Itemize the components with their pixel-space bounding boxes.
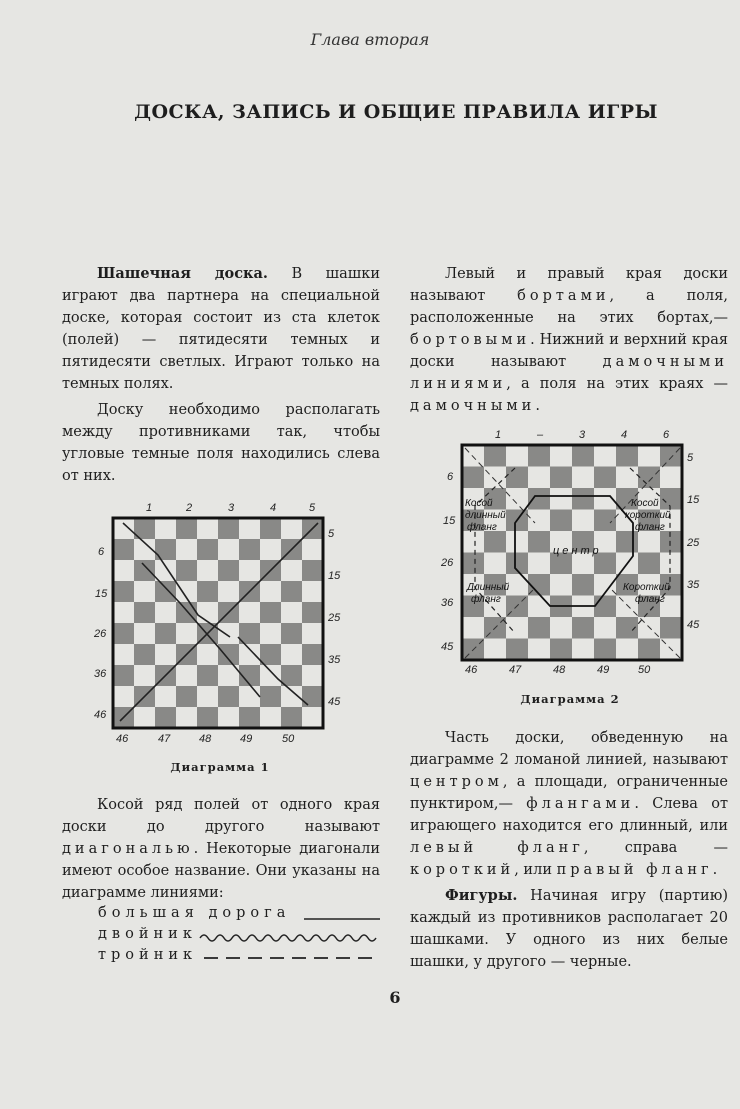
left-column-bottom: [62, 794, 380, 904]
d2-bottom-2: 48: [553, 664, 566, 676]
d2-right-2: 25: [687, 537, 700, 549]
diag-term: диагональю: [62, 841, 194, 857]
dark-square: [197, 581, 218, 602]
d1-bottom-0: 46: [116, 733, 129, 745]
paragraph-center: [410, 727, 728, 881]
dark-square: [506, 467, 528, 489]
legend-troinik-label: тройник: [98, 947, 198, 963]
page-number: 6: [389, 988, 401, 1007]
d2-left-2: 26: [441, 557, 454, 569]
dark-square: [302, 602, 323, 623]
dark-square: [218, 518, 239, 539]
d1-right-3: 35: [328, 654, 341, 666]
term-damochnye: дамочными: [410, 398, 536, 414]
zone-tr-2: фланг: [635, 522, 665, 533]
d1-left-0: 6: [98, 546, 105, 558]
edges-a: Левый и правый края доски называют: [410, 266, 728, 304]
dark-square: [155, 623, 176, 644]
dark-square: [218, 644, 239, 665]
d2-right-4: 45: [687, 619, 700, 631]
dark-square: [594, 639, 616, 661]
dark-square: [197, 665, 218, 686]
dark-square: [660, 445, 682, 467]
dark-square: [660, 531, 682, 553]
d2-bottom-1: 47: [509, 664, 522, 676]
dark-square: [176, 560, 197, 581]
center-f: .: [712, 862, 718, 878]
d1-right-2: 25: [328, 612, 341, 624]
d1-right-0: 5: [328, 528, 335, 540]
diagram-2-caption: Диаграмма 2: [520, 692, 620, 706]
paragraph-placement: Доску необходимо располагать между противниками так, чтобы угловые темные поля находились слева от них.: [62, 402, 380, 484]
d2-bottom-3: 49: [597, 664, 610, 676]
dark-square: [113, 539, 134, 560]
dark-square: [281, 623, 302, 644]
d2-bottom-4: 50: [638, 664, 651, 676]
page-title: ДОСКА, ЗАПИСЬ И ОБЩИЕ ПРАВИЛА ИГРЫ: [134, 101, 658, 123]
dark-square: [660, 488, 682, 510]
d1-bottom-1: 47: [158, 733, 171, 745]
d1-top-0: 1: [146, 502, 153, 514]
pieces-lead: Фигуры.: [445, 887, 518, 904]
dark-square: [239, 539, 260, 560]
left-column-top: [62, 263, 380, 487]
center-d: , справа —: [583, 840, 728, 856]
d2-left-4: 45: [441, 641, 454, 653]
dark-square: [616, 531, 638, 553]
edges-c: . Нижний и верхний края доски называют: [410, 332, 728, 370]
d1-left-1: 15: [95, 588, 108, 600]
dark-square: [260, 602, 281, 623]
dark-square: [134, 602, 155, 623]
d1-right-4: 45: [328, 696, 341, 708]
legend-dvoinik-label: двойник: [98, 926, 197, 942]
paragraph-pieces: [410, 885, 728, 973]
dark-square: [155, 707, 176, 728]
dark-square: [594, 596, 616, 618]
edges-b: , а поля, расположенные на этих бортах,—: [410, 288, 728, 326]
term-flangi: флангами: [526, 796, 635, 812]
dark-square: [260, 644, 281, 665]
d2-top-0: 1: [495, 429, 502, 441]
dark-square: [528, 531, 550, 553]
wavy-line-sample: [198, 930, 382, 942]
d2-top-4: 6: [663, 429, 670, 441]
dark-square: [281, 665, 302, 686]
dark-square: [484, 531, 506, 553]
dashed-line-sample: [202, 951, 382, 963]
pieces-text: Начиная игру (партию) каждый из противников располагает 20 шашками. У одного из них белые шашки, у другого — черные.: [410, 888, 728, 970]
d1-bottom-3: 49: [240, 733, 253, 745]
dark-square: [506, 639, 528, 661]
dark-square: [594, 510, 616, 532]
d1-left-4: 46: [94, 709, 107, 721]
center-e: , или: [514, 862, 557, 878]
d1-bottom-2: 48: [199, 733, 212, 745]
dark-square: [176, 518, 197, 539]
dark-square: [616, 445, 638, 467]
term-center: центром: [410, 774, 503, 790]
right-column-bottom: [410, 727, 728, 973]
zone-br-1: фланг: [635, 594, 665, 605]
zone-tl-0: Косой: [465, 498, 493, 509]
paragraph-diagonal: [62, 794, 380, 904]
dark-square: [484, 445, 506, 467]
dark-square: [572, 488, 594, 510]
d2-top-2: 3: [579, 429, 586, 441]
term-borty: бортами: [517, 288, 610, 304]
dark-square: [572, 574, 594, 596]
dark-square: [550, 467, 572, 489]
dark-square: [113, 581, 134, 602]
dark-square: [218, 686, 239, 707]
dark-square: [572, 445, 594, 467]
dark-square: [134, 560, 155, 581]
zone-tl-2: фланг: [467, 522, 497, 533]
legend-troinik: [98, 945, 382, 966]
zone-tl-1: длинный: [465, 510, 506, 521]
chapter-heading: Глава вторая: [310, 30, 430, 49]
dark-square: [302, 560, 323, 581]
d1-top-3: 4: [270, 502, 277, 514]
dark-square: [638, 553, 660, 575]
dark-square: [134, 644, 155, 665]
center-a: Часть доски, обведенную на диаграмме 2 ломаной линией, называют: [410, 730, 728, 768]
d1-left-3: 36: [94, 668, 107, 680]
line-legend: [98, 903, 382, 966]
dark-square: [660, 617, 682, 639]
term-short: короткий: [410, 862, 515, 878]
dark-square: [572, 617, 594, 639]
zone-bl-0: Длинный: [467, 582, 510, 593]
legend-dvoinik: [98, 924, 382, 945]
edges-d: , а поля на этих краях —: [506, 376, 728, 392]
center-b: , а площади, ограниченные пунктиром,—: [410, 774, 728, 812]
dark-square: [528, 488, 550, 510]
dark-square: [302, 644, 323, 665]
diagram-1: [90, 497, 350, 747]
legend-big-road: [98, 903, 382, 924]
edges-e: .: [535, 398, 540, 414]
dark-square: [176, 686, 197, 707]
diag-text-a: Косой ряд полей от одного края доски до другого называют: [62, 797, 380, 835]
board-lead: Шашечная доска.: [97, 265, 268, 282]
dark-square: [197, 539, 218, 560]
dark-square: [550, 639, 572, 661]
zone-center: центр: [553, 545, 602, 557]
zone-tr-1: короткий: [625, 510, 671, 521]
d1-left-2: 26: [94, 628, 107, 640]
dark-square: [113, 623, 134, 644]
dark-square: [638, 639, 660, 661]
dark-square: [281, 707, 302, 728]
dark-square: [155, 581, 176, 602]
d1-top-4: 5: [309, 502, 316, 514]
dark-square: [550, 510, 572, 532]
term-damochnye-linii: дамочными линиями: [410, 354, 728, 392]
zone-tr-0: Косой: [631, 498, 659, 509]
dark-square: [218, 560, 239, 581]
dark-square: [239, 707, 260, 728]
dark-square: [528, 617, 550, 639]
dark-square: [260, 518, 281, 539]
term-right-flank: правый фланг: [556, 862, 713, 878]
d2-right-1: 15: [687, 494, 700, 506]
dark-square: [197, 707, 218, 728]
diagram-2: [435, 428, 715, 678]
legend-big-road-label: большая дорога: [98, 905, 291, 921]
right-column-top: [410, 263, 728, 417]
diagram-1-caption: Диаграмма 1: [170, 760, 270, 774]
d2-left-0: 6: [447, 471, 454, 483]
d1-bottom-4: 50: [282, 733, 295, 745]
term-bortovye: бортовыми: [410, 332, 531, 348]
d2-top-3: 4: [621, 429, 628, 441]
zone-bl-1: фланг: [471, 594, 501, 605]
d2-left-3: 36: [441, 597, 454, 609]
board-text: В шашки играют два партнера на специальной доске, которая состоит из ста клеток (полей) — пятидесяти темных и пятидесяти светлых. Играют только на темных полях.: [62, 266, 380, 392]
dark-square: [113, 665, 134, 686]
d2-right-0: 5: [687, 452, 694, 464]
d2-top-1: –: [537, 429, 544, 441]
dark-square: [462, 553, 484, 575]
dark-square: [281, 581, 302, 602]
dark-square: [528, 445, 550, 467]
paragraph-board: [62, 263, 380, 395]
paragraph-edges: [410, 263, 728, 417]
zone-br-0: Короткий: [623, 582, 670, 593]
dark-square: [155, 539, 176, 560]
center-c: . Слева от играющего находится его длинный, или: [410, 796, 728, 834]
term-left-flank: левый фланг: [410, 840, 584, 856]
d2-left-1: 15: [443, 515, 456, 527]
diag-text-b: . Некоторые диагонали имеют особое название. Они указаны на диаграмме линиями:: [62, 841, 380, 901]
d2-right-3: 35: [687, 579, 700, 591]
d2-bottom-0: 46: [465, 664, 478, 676]
dark-square: [594, 467, 616, 489]
solid-line-sample: [302, 909, 382, 921]
dark-square: [638, 467, 660, 489]
dark-square: [260, 686, 281, 707]
d1-right-1: 15: [328, 570, 341, 582]
d1-top-1: 2: [186, 502, 193, 514]
dark-square: [462, 467, 484, 489]
d1-top-2: 3: [228, 502, 235, 514]
dark-square: [302, 686, 323, 707]
